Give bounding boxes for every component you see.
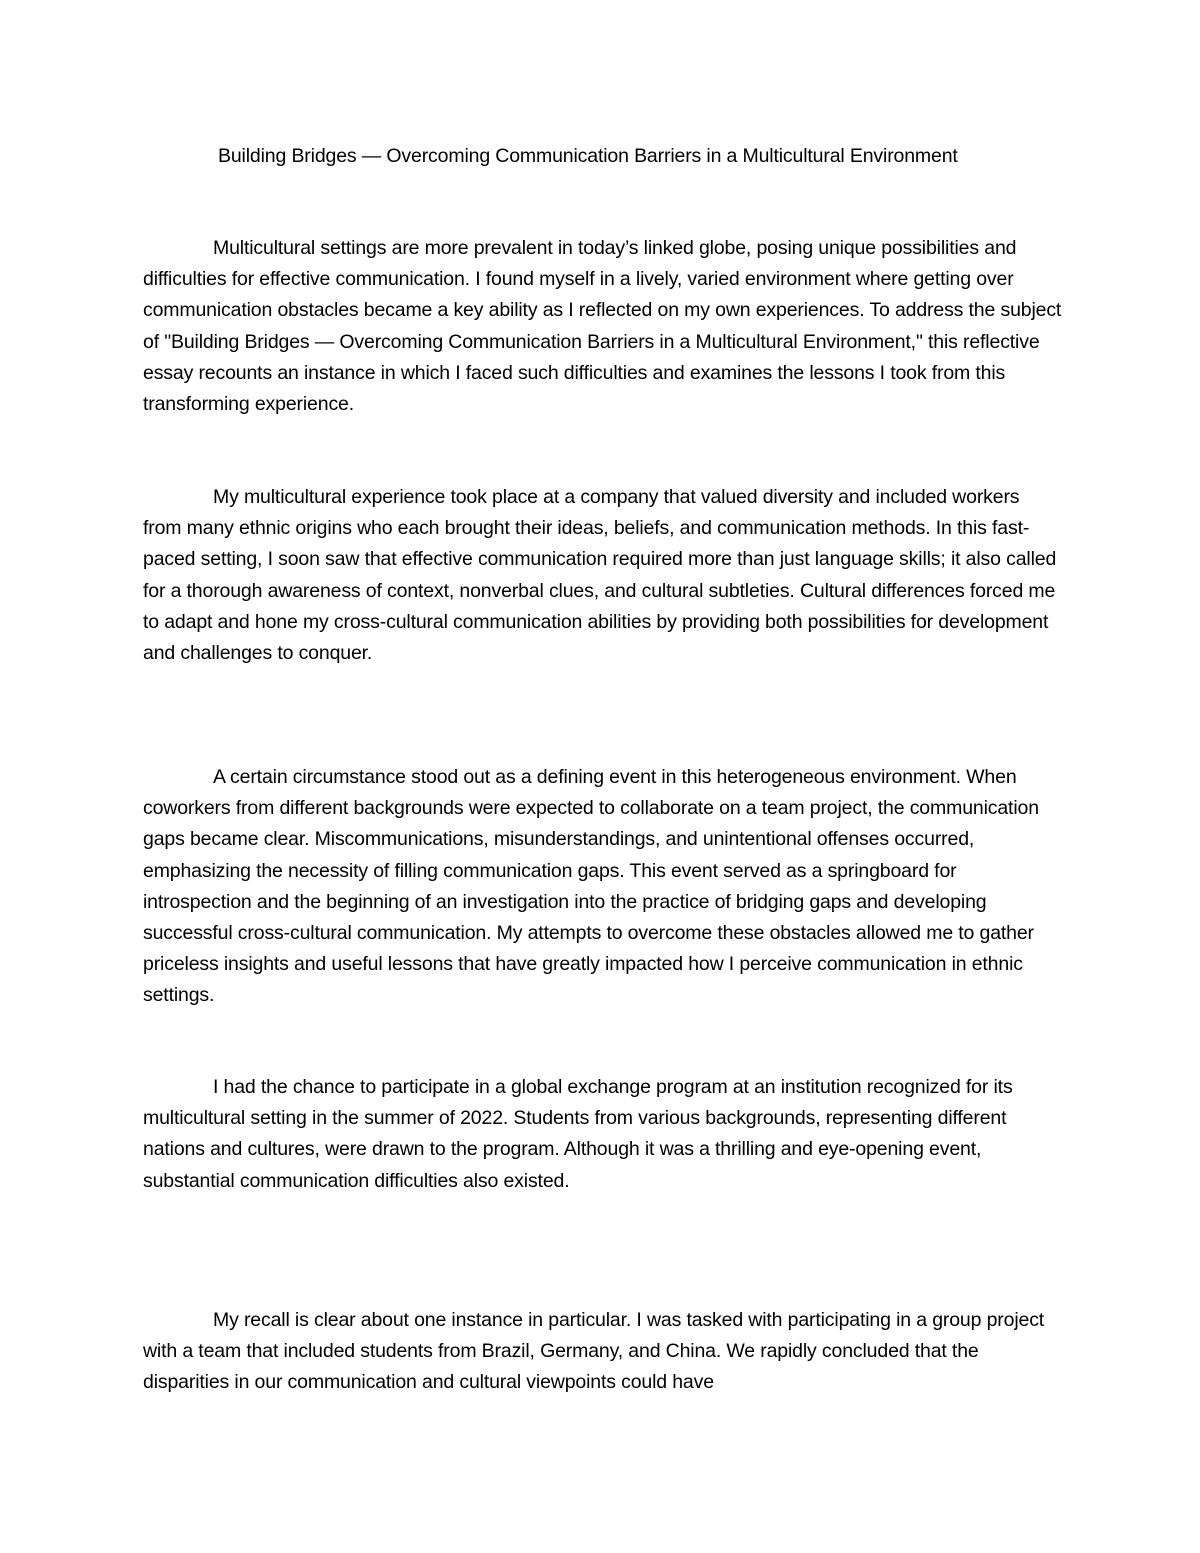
paragraph-5: My recall is clear about one instance in particular. I was tasked with participating in a group project with a team that included students from Brazil, Germany, and China. We rapidly concluded that the disparities in our communication and cultural viewpoints could have: [143, 1309, 1045, 1394]
paragraph-4: I had the chance to participate in a global exchange program at an institution recognized for its multicultural setting in the summer of 2022. Students from various backgrounds, representing different nations and cultures, were drawn to the program. Although it was a thrilling and eye-opening event, substantial communication difficulties also existed.: [143, 1076, 1013, 1192]
paragraph-1: Multicultural settings are more prevalent in today’s linked globe, posing unique possibilities and difficulties for effective communication. I found myself in a lively, varied environment where getting over communication obstacles became a key ability as I reflected on my own experiences. To address the subject of "Building Bridges — Overcoming Communication Barriers in a Multicultural Environment," this reflective essay recounts an instance in which I faced such difficulties and examines the lessons I took from this transforming experience.: [143, 237, 1062, 416]
paragraph-3: A certain circumstance stood out as a defining event in this heterogeneous environment. When coworkers from different backgrounds were expected to collaborate on a team project, the communication gaps became clear. Miscommunications, misunderstandings, and unintentional offenses occurred, emphasizing the necessity of filling communication gaps. This event served as a springboard for introspection and the beginning of an investigation into the practice of bridging gaps and developing successful cross-cultural communication. My attempts to overcome these obstacles allowed me to gather priceless insights and useful lessons that have greatly impacted how I perceive communication in ethnic settings.: [143, 766, 1039, 1007]
paragraph-2: My multicultural experience took place at a company that valued diversity and included workers from many ethnic origins who each brought their ideas, beliefs, and communication methods. In this fast-paced setting, I soon saw that effective communication required more than just language skills; it also called for a thorough awareness of context, nonverbal clues, and cultural subtleties. Cultural differences forced me to adapt and hone my cross-cultural communication abilities by providing both possibilities for development and challenges to conquer.: [143, 486, 1057, 665]
document-title: Building Bridges — Overcoming Communication Barriers in a Multicultural Environment: [218, 145, 958, 167]
